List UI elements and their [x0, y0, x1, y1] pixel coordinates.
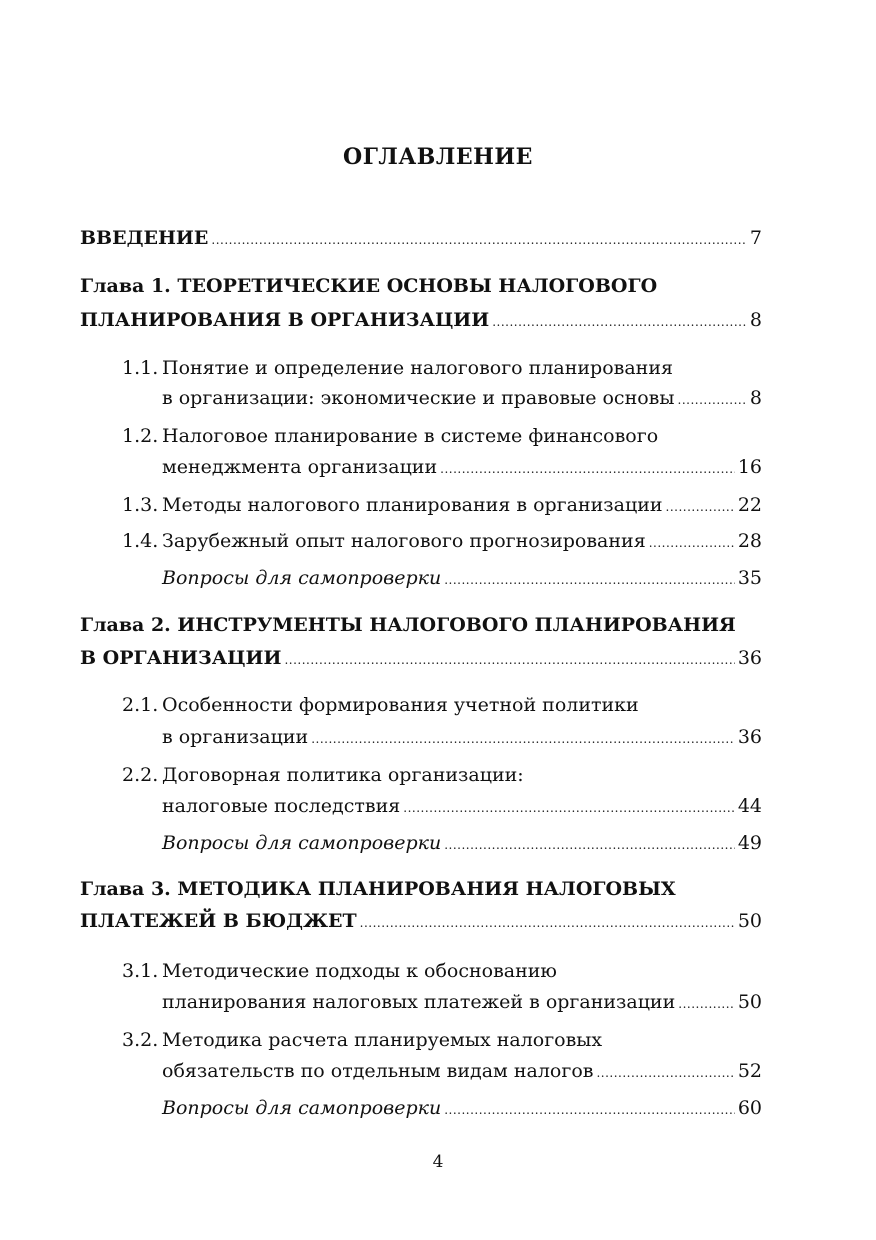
toc-page-number: 52 — [737, 1060, 762, 1082]
toc-page-number: 49 — [737, 832, 762, 854]
section-2-1-line-1[interactable] — [80, 691, 762, 719]
toc-page-number: 36 — [737, 647, 762, 669]
dot-leader — [403, 794, 735, 822]
dot-leader — [666, 493, 735, 521]
page-title: ОГЛАВЛЕНИЕ — [343, 144, 533, 170]
section-number: 1.4. — [122, 530, 159, 552]
section-number: 1.1. — [122, 357, 159, 379]
section-title: Особенности формирования учетной политики — [162, 694, 639, 716]
toc-entry-questions-ch2[interactable] — [162, 829, 762, 857]
dot-leader — [596, 1059, 734, 1087]
toc-entry-section-1-4[interactable] — [122, 527, 762, 555]
toc-entry-title: менеджмента организации — [162, 456, 438, 478]
section-number: 1.3. — [122, 494, 159, 516]
toc-entry-section-3-1[interactable] — [162, 988, 762, 1016]
toc-page-number: 7 — [749, 227, 762, 249]
section-3-2-line-1[interactable] — [80, 1026, 762, 1054]
toc-entry-chapter-1[interactable] — [80, 306, 762, 334]
toc-entry-section-1-1[interactable] — [162, 384, 762, 412]
toc-entry-title: ПЛАТЕЖЕЙ В БЮДЖЕТ — [80, 910, 357, 932]
section-title: Зарубежный опыт налогового прогнозирования — [162, 530, 646, 552]
toc-page-number: 22 — [737, 494, 762, 516]
toc-entry-title: ПЛАНИРОВАНИЯ В ОРГАНИЗАЦИИ — [80, 309, 490, 331]
toc-page-number: 35 — [737, 567, 762, 589]
dot-leader — [678, 386, 747, 414]
toc-entry-chapter-2[interactable] — [80, 644, 762, 672]
toc-page-number: 8 — [749, 309, 762, 331]
toc-entry-section-3-2[interactable] — [162, 1057, 762, 1085]
toc-page-number: 16 — [737, 456, 762, 478]
section-1-1-line-1[interactable] — [80, 354, 762, 382]
section-number: 3.2. — [122, 1029, 159, 1051]
toc-page-number: 60 — [737, 1097, 762, 1119]
dot-leader — [444, 1096, 735, 1124]
toc-page-number: 50 — [737, 910, 762, 932]
toc-page-number: 28 — [737, 530, 762, 552]
toc-entry-introduction[interactable] — [80, 224, 762, 252]
dot-leader — [678, 990, 735, 1018]
section-number: 1.2. — [122, 425, 159, 447]
section-title: Договорная политика организации: — [162, 764, 524, 786]
section-title: Методические подходы к обоснованию — [162, 960, 557, 982]
dot-leader — [311, 725, 735, 753]
toc-page-number: 44 — [737, 795, 762, 817]
section-number: 2.1. — [122, 694, 159, 716]
section-number: 2.2. — [122, 764, 159, 786]
section-2-2-line-1[interactable] — [80, 761, 762, 789]
toc-entry-title: налоговые последствия — [162, 795, 401, 817]
page-number: 4 — [432, 1152, 444, 1172]
toc-page-number: 36 — [737, 726, 762, 748]
toc-entry-title: в организации: экономические и правовые основы — [162, 387, 675, 409]
toc-entry-title: В ОРГАНИЗАЦИИ — [80, 647, 282, 669]
dot-leader — [440, 455, 735, 483]
toc-page-number: 50 — [737, 991, 762, 1013]
toc-entry-questions-ch1[interactable] — [162, 564, 762, 592]
toc-page-number: 8 — [749, 387, 762, 409]
dot-leader — [444, 831, 735, 859]
section-3-1-line-1[interactable] — [80, 957, 762, 985]
dot-leader — [649, 529, 735, 557]
toc-entry-title: Вопросы для самопроверки — [162, 832, 442, 854]
section-title: Методы налогового планирования в организации — [162, 494, 663, 516]
section-number: 3.1. — [122, 960, 159, 982]
section-title: Налоговое планирование в системе финансового — [162, 425, 659, 447]
chapter-1-title-line-1[interactable]: Глава 1. ТЕОРЕТИЧЕСКИЕ ОСНОВЫ НАЛОГОВОГО — [80, 275, 658, 297]
dot-leader — [360, 909, 735, 937]
chapter-2-title-line-1[interactable]: Глава 2. ИНСТРУМЕНТЫ НАЛОГОВОГО ПЛАНИРОВАНИЯ — [80, 614, 736, 636]
toc-entry-section-1-2[interactable] — [162, 453, 762, 481]
toc-entry-title: в организации — [162, 726, 309, 748]
section-1-2-line-1[interactable] — [80, 422, 762, 450]
toc-entry-chapter-3[interactable] — [80, 907, 762, 935]
dot-leader — [211, 226, 747, 254]
dot-leader — [492, 308, 747, 336]
toc-entry-title: планирования налоговых платежей в организации — [162, 991, 676, 1013]
toc-entry-title: Вопросы для самопроверки — [162, 1097, 442, 1119]
dot-leader — [284, 646, 734, 674]
toc-entry-title: ВВЕДЕНИЕ — [80, 227, 209, 249]
toc-entry-title: обязательств по отдельным видам налогов — [162, 1060, 594, 1082]
section-title: Понятие и определение налогового планирования — [162, 357, 673, 379]
toc-entry-section-2-1[interactable] — [162, 723, 762, 751]
section-title: Методика расчета планируемых налоговых — [162, 1029, 603, 1051]
chapter-3-title-line-1[interactable]: Глава 3. МЕТОДИКА ПЛАНИРОВАНИЯ НАЛОГОВЫХ — [80, 878, 676, 900]
toc-entry-questions-ch3[interactable] — [162, 1094, 762, 1122]
toc-entry-section-2-2[interactable] — [162, 792, 762, 820]
toc-entry-section-1-3[interactable] — [122, 491, 762, 519]
dot-leader — [444, 566, 735, 594]
toc-entry-title: Вопросы для самопроверки — [162, 567, 442, 589]
